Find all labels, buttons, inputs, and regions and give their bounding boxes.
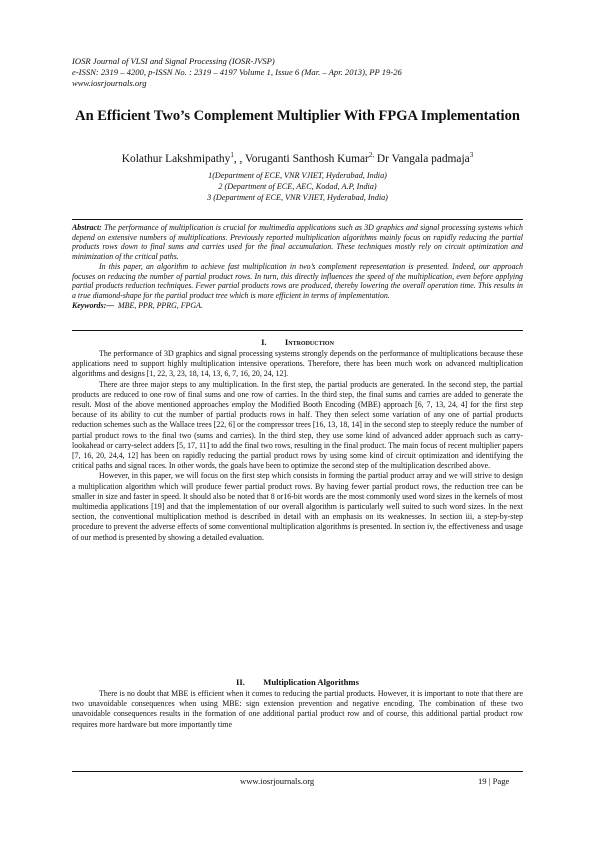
journal-issn-volume: e-ISSN: 2319 – 4200, p-ISSN No. : 2319 – 4197 Volume 1, Issue 6 (Mar. – Apr. 2013), PP 19-26 (72, 67, 402, 77)
paper-title: An Efficient Two’s Complement Multiplier With FPGA Implementation (75, 108, 520, 124)
author-1: Kolathur Lakshmipathy (121, 153, 231, 165)
abstract-label: Abstract: (72, 223, 102, 232)
section-2-title: Multiplication Algorithms (263, 677, 359, 687)
section-2-body (72, 689, 523, 730)
section-1-body (72, 349, 523, 543)
footer-rule (72, 771, 523, 772)
author-2: Voruganti Santhosh Kumar (245, 153, 369, 165)
abstract-top-rule (72, 219, 523, 220)
abstract (72, 223, 523, 310)
affiliation-3: 3 (Department of ECE, VNR VJIET, Hyderabad, India) (207, 193, 388, 202)
abstract-bottom-rule (72, 330, 523, 331)
section-1-paragraph: However, in this paper, we will focus on the first step which consists in forming the partial product array and we will strive to design a multiplication algorithm which will produce fewer partial product rows. By having fewer partial product rows, the reduction tree can be smaller in size and faster in speed. It should also be noted that 8 or16-bit words are the most commonly used word sizes in the kernels of most multimedia applications [19] and that the implementation of our overall algorithm is particularly well suited to such word sizes. In the next section, the conventional multiplication method is described in detail with an emphasis on its weaknesses. In section iii, a step-by-step procedure to prevent the adverse effects of some conventional multiplication algorithms is presented. In section iv, the effectiveness and usage of our method is presented by showing a detailed evaluation. (72, 471, 523, 542)
footer-website: www.iosrjournals.org (240, 776, 315, 786)
section-2-heading (72, 677, 523, 687)
keywords: MBE, PPR, PPRG, FPGA. (118, 300, 203, 310)
section-1-paragraph: There are three major steps to any multiplication. In the first step, the partial products are generated. In the second step, the partial products are reduced to one row of final sums and one row of carries. In the third step, the final sums and carries are added to generate the result. Most of the above mentioned approaches employ the Modified Booth Encoding (MBE) approach [6, 7, 13, 24, 4] for the first step because of its ability to cut the number of partial products rows in half. They then select some variation of any one of partial products reduction schemes such as the Wallace trees [22, 6] or the compressor trees [16, 13, 18, 14] in the second step to steeply reduce the number of partial product rows to the final two (sums and carries). In the third step, they use some kind of advanced adder approach such as carry-lookahead or carry-select adders [5, 17, 11] to add the final two rows, resulting in the final product. The main focus of recent multiplier papers [7, 16, 20, 24,4, 12] has been on rapidly reducing the partial product rows by using some kind of circuit optimization and identifying the critical paths and signal races. In other words, the goals have been to optimize the second step of the multiplication described above. (72, 379, 523, 471)
section-1-title: Introduction (284, 337, 334, 347)
journal-name: IOSR Journal of VLSI and Signal Processing (IOSR-JVSP) (72, 56, 275, 66)
author-3: Dr Vangala padmaja (376, 153, 470, 165)
section-1-number: I. (261, 337, 267, 347)
affiliation-2: 2 (Department of ECE, AEC, Kodad, A.P, India) (218, 182, 377, 191)
abstract-paragraph-1: The performance of multiplication is crucial for multimedia applications such as 3D graphics and signal processing systems which depend on extensive numbers of multiplications. Previously reported multiplication algorithms mainly focus on rapidly reducing the partial products rows down to final sums and carries used for the final accumulation. These techniques mostly rely on circuit optimization and minimization of the critical paths. (72, 223, 523, 262)
author-separator: , , (233, 153, 245, 165)
affiliation-1: 1(Department of ECE, VNR VJIET, Hyderabad, India) (208, 171, 387, 180)
author-1-marker: 1 (230, 151, 234, 159)
author-list (40, 153, 555, 165)
section-1-paragraph: The performance of 3D graphics and signal processing systems strongly depends on the performance of multiplications because these applications need to support highly multiplication intensive operations. Therefore, there has been much work on advanced multiplication algorithms and designs [1, 22, 3, 23, 18, 14, 13, 6, 7, 16, 20, 24, 12]. (72, 349, 523, 379)
keywords-label: Keywords:— (72, 300, 115, 310)
section-2-number: II. (236, 677, 245, 687)
author-3-marker: 3 (469, 151, 474, 159)
author-2-marker: 2, (368, 151, 375, 159)
page-number: 19 | Page (478, 776, 510, 786)
section-1-heading (72, 337, 523, 347)
journal-website: www.iosrjournals.org (72, 78, 147, 88)
abstract-paragraph-2: In this paper, an algorithm to achieve fast multiplication in two’s complement representation is presented. Indeed, our approach focuses on reducing the number of partial product rows. In turn, this directly influences the speed of the multiplication, even before applying partial products reduction techniques. Fewer partial products rows are produced, thereby lowering the overall operation time. This results in a true diamond-shape for the partial product tree which is more efficient in terms of implementation. (72, 261, 523, 300)
section-2-paragraph: There is no doubt that MBE is efficient when it comes to reducing the partial products. However, it is important to note that there are two unavoidable consequences when using MBE: sign extension prevention and negative encoding. The combination of these two unavoidable consequences results in the formation of one additional partial product row and of course, this additional partial product row requires more hardware but more importantly time (72, 689, 523, 729)
